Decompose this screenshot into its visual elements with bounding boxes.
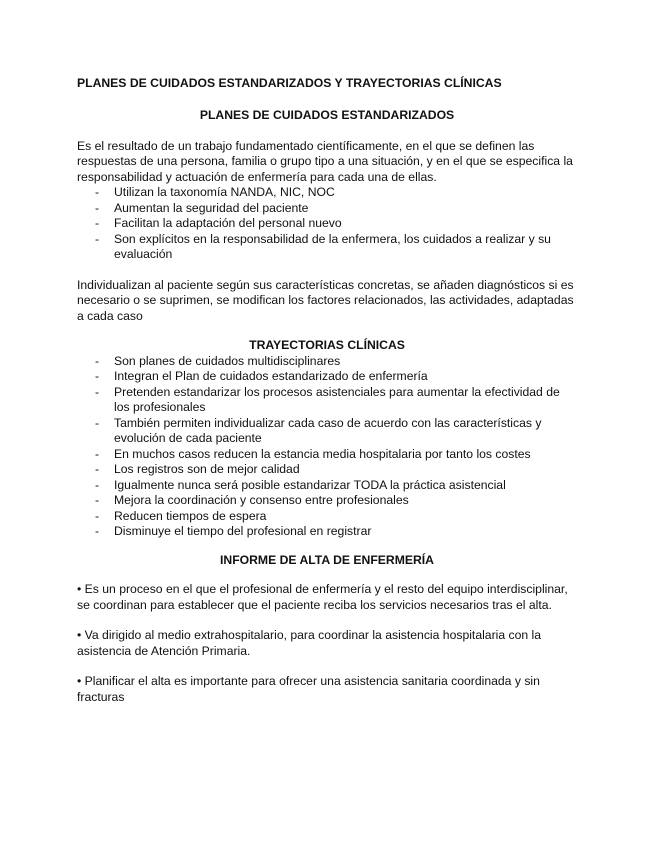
- dash-marker: -: [95, 231, 100, 246]
- dash-marker: -: [95, 446, 100, 461]
- dash-marker: -: [95, 185, 100, 199]
- dash-marker: -: [95, 462, 100, 476]
- list-item: - Reducen tiempos de espera: [95, 508, 267, 523]
- bullet-paragraph: • Va dirigido al medio extrahospitalario, para coordinar la asistencia hospitalaria con la asistencia de Atención Primaria.: [77, 628, 542, 658]
- list-item: - Integran el Plan de cuidados estandarizado de enfermería: [95, 369, 428, 383]
- list-item: - Facilitan la adaptación del personal nuevo: [95, 216, 342, 230]
- dash-marker: -: [95, 353, 100, 368]
- dash-marker: -: [95, 200, 100, 215]
- list-item: - También permiten individualizar cada caso de acuerdo con las características y evolución de cada paciente: [95, 415, 542, 445]
- section-heading-planes: PLANES DE CUIDADOS ESTANDARIZADOS: [199, 108, 455, 122]
- list-item: - Aumentan la seguridad del paciente: [95, 200, 309, 215]
- bullet-paragraph: • Planificar el alta es importante para ofrecer una asistencia sanitaria coordinada y sin fracturas: [77, 674, 540, 704]
- dash-marker: -: [95, 524, 100, 538]
- paragraph-definition: Es el resultado de un trabajo fundamentado científicamente, en el que se definen las respuestas de una persona, familia o grupo tipo a una situación, y en el que se especifica la responsabilidad y actuación de enfermería para cada una de ellas.: [77, 138, 573, 184]
- list-item: - Los registros son de mejor calidad: [95, 462, 300, 476]
- list-item: - Son explícitos en la responsabilidad de la enfermera, los cuidados a realizar y su evaluación: [95, 231, 551, 261]
- list-planes-features: [77, 185, 577, 263]
- list-item: - Utilizan la taxonomía NANDA, NIC, NOC: [95, 185, 335, 199]
- dash-marker: -: [95, 477, 100, 492]
- section-heading-informe-alta: INFORME DE ALTA DE ENFERMERÍA: [220, 552, 434, 567]
- dash-marker: -: [95, 216, 100, 230]
- bullet-paragraph: • Es un proceso en el que el profesional de enfermería y el resto del equipo interdisciplinar, se coordinan para establecer que el paciente reciba los servicios necesarios tras el alta.: [77, 582, 568, 612]
- paragraph-individualizan: Individualizan al paciente según sus características concretas, se añaden diagnósticos si es necesario o se suprimen, se modifican los factores relacionados, las actividades, adaptadas a cada caso: [77, 277, 574, 323]
- dash-marker: -: [95, 384, 100, 399]
- dash-marker: -: [95, 415, 100, 430]
- list-item: - En muchos casos reducen la estancia media hospitalaria por tanto los costes: [95, 446, 531, 461]
- list-item: - Igualmente nunca será posible estandarizar TODA la práctica asistencial: [95, 477, 506, 492]
- dash-marker: -: [95, 369, 100, 383]
- document-title: PLANES DE CUIDADOS ESTANDARIZADOS Y TRAYECTORIAS CLÍNICAS: [77, 76, 502, 90]
- list-item: - Mejora la coordinación y consenso entre profesionales: [95, 493, 409, 507]
- list-trayectorias-features: [77, 354, 577, 540]
- section-heading-trayectorias: TRAYECTORIAS CLÍNICAS: [249, 338, 405, 352]
- document-body: [77, 76, 577, 705]
- dash-marker: -: [95, 493, 100, 507]
- list-item: - Disminuye el tiempo del profesional en registrar: [95, 524, 372, 538]
- list-item: - Pretenden estandarizar los procesos asistenciales para aumentar la efectividad de los profesionales: [95, 384, 560, 414]
- list-item: - Son planes de cuidados multidisciplinares: [95, 353, 341, 368]
- dash-marker: -: [95, 508, 100, 523]
